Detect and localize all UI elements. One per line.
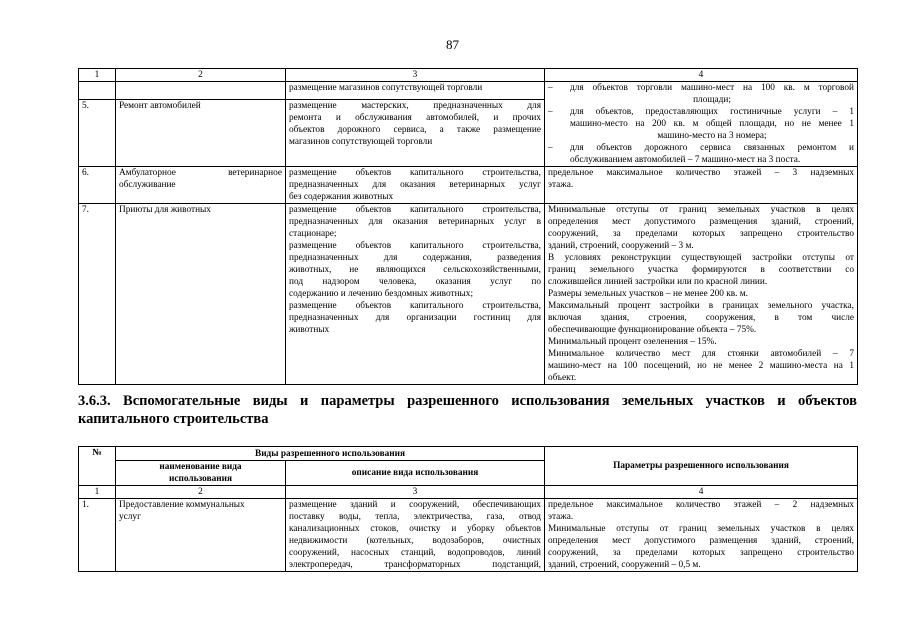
col-number: 2 (116, 69, 286, 82)
text-line: Минимальное количество мест для стоянки автомобилей – 7 (548, 349, 854, 359)
col-number: 2 (116, 486, 286, 499)
header-params-cell: Параметры разрешенного использования (545, 447, 858, 486)
text-line: стационаре; (289, 229, 337, 239)
text-line: сооружений, насосных станций, водопроводов, линий (289, 548, 542, 558)
row-number-cell: 1. (79, 499, 116, 572)
dash-marker: – (548, 107, 553, 117)
text-line: без содержания животных (289, 192, 394, 202)
text-line: В условиях реконструкции существующей застройки отступы от (548, 253, 854, 263)
text-line: размещение объектов капитального строительства, (289, 205, 541, 215)
use-description-cell (286, 82, 545, 100)
text-line: Минимальные отступы от границ земельных участков в целях (548, 524, 855, 534)
col-number: 1 (79, 486, 116, 499)
use-description-cell (286, 167, 545, 204)
table-row (79, 499, 858, 572)
text-line: Минимальные отступы от границ земельных участков в целях (548, 205, 854, 215)
text-line: использования (168, 474, 232, 484)
text-line: под надзором человека, оказания услуг по (289, 277, 541, 287)
text-line: сооружений, за пределами которых запрещено строительство (548, 229, 854, 239)
use-parameters-cell (545, 204, 858, 385)
text-line: Предоставление коммунальных (119, 500, 245, 510)
text-line: ремонта и обслуживания автомобилей, и прочих (289, 112, 541, 123)
use-name-cell: Ремонт автомобилей (116, 99, 286, 166)
text-line: недвижимости (котельных, водозаборов, очистных (289, 536, 542, 546)
text-line: размещение объектов капитального строительства, (289, 241, 541, 251)
use-parameters-cell (545, 167, 858, 204)
text-line: электропередач, трансформаторных подстанций, (289, 560, 542, 570)
text-line: определения мест допустимого размещения зданий, строений, (548, 217, 854, 227)
text-line: предназначенных для оказания ветеринарных услуг в (289, 217, 541, 227)
col-number: 4 (545, 69, 858, 82)
text-line: размещение объектов капитального строительства, (289, 301, 541, 311)
table-row (79, 82, 858, 100)
dash-marker: – (548, 143, 553, 153)
header-group-cell: Виды разрешенного использования (116, 447, 545, 461)
text-line: услуг (119, 512, 141, 522)
text-line: сооружений, за пределами которых запрещено строительство (548, 548, 855, 558)
text-line: Минимальный процент озеленения – 15%. (548, 337, 717, 347)
use-description-cell (286, 499, 545, 572)
param-list-item (548, 82, 854, 106)
text-line: зданий, строений, сооружений – 0,5 м. (548, 560, 701, 570)
use-parameters-cell (545, 82, 858, 167)
text-line: предназначенных для оказания ветеринарных услуг (289, 180, 541, 190)
col-number: 4 (545, 486, 858, 499)
text-line: Размеры земельных участков – не менее 200 кв. м. (548, 289, 748, 299)
param-list-item (548, 106, 854, 142)
text-line: животных (289, 325, 330, 335)
text-line: этажа. (548, 512, 574, 522)
text-line: этажа. (548, 180, 574, 190)
col-number: 1 (79, 69, 116, 82)
row-number-cell (79, 82, 116, 100)
table-row (79, 204, 858, 385)
column-number-row (79, 486, 858, 499)
use-description-cell (286, 99, 545, 166)
dash-marker: – (548, 83, 553, 93)
text-line: для объектов торговли машино-мест на 100 кв. м торговой (570, 83, 854, 93)
text-line: обеспечивающие функционирование объекта – 75%. (548, 325, 757, 335)
row-number-cell: 6. (79, 167, 116, 204)
text-line: машино-мест на 100 посещений, но не менее 2 машино-места на 1 (548, 361, 854, 371)
text-line: для объектов, предоставляющих гостиничные услуги – 1 (570, 107, 854, 117)
use-name-cell (116, 499, 286, 572)
auxiliary-use-table (78, 446, 858, 572)
use-name-cell (116, 82, 286, 100)
text-line: определения мест допустимого размещения зданий, строений, (548, 536, 855, 546)
text-line: наименование вида (159, 462, 242, 472)
text-line: Максимальный процент застройки в границах земельного участка, (548, 301, 854, 311)
text-line: поставку воды, тепла, электричества, газа, отвод (289, 512, 542, 522)
section-heading-line: капитального строительства (78, 411, 269, 427)
use-description-cell (286, 204, 545, 385)
section-heading-line: 3.6.3. Вспомогательные виды и параметры разрешенного использования земельных участков и объектов (78, 393, 857, 409)
text-line: сложившейся линией застройки или по красной линии. (548, 277, 768, 287)
text-line: предназначенных для содержания, разведения (289, 253, 541, 263)
text-line: размещение объектов капитального строительства, (289, 168, 541, 178)
text-line: предельное максимальное количество этажей – 2 надземных (548, 500, 855, 510)
row-number-cell: 7. (79, 204, 116, 385)
use-parameters-cell (545, 499, 858, 572)
table-row (79, 167, 858, 204)
text-line: границ земельного участка формируются в соответствии со (548, 265, 854, 275)
column-number-row (79, 69, 858, 82)
page-number: 87 (446, 37, 459, 52)
header-number-cell: № (79, 447, 116, 486)
text-line: обслуживанием автомобилей – 7 машино-мест на 3 поста. (570, 155, 801, 165)
use-name-cell (116, 167, 286, 204)
text-line: содержанию и лечению бездомных животных; (289, 289, 474, 299)
text-line: предназначенных для организации гостиниц для (289, 313, 541, 323)
col-number: 3 (286, 486, 545, 499)
text-line: Амбулаторное ветеринарное (119, 168, 282, 178)
row-number-cell: 5. (79, 99, 116, 166)
text-line: машино-место на 3 номера; (657, 131, 767, 141)
text-line: зданий, строений, сооружений – 3 м. (548, 241, 694, 251)
text-line: предельное максимальное количество этажей – 3 надземных (548, 168, 854, 178)
text-line: для объектов дорожного сервиса связанных ремонтом и (570, 143, 854, 153)
text-line: объектов дорожного сервиса, а также размещение (289, 124, 541, 135)
text-line: объект. (548, 373, 577, 383)
text-line: канализационных стоков, очистку и уборку объектов (289, 524, 542, 534)
table-header-row (79, 447, 858, 461)
section-heading (78, 392, 857, 428)
permitted-use-table-continued (78, 68, 858, 385)
text-line: животных, не являющихся сельскохозяйственными, (289, 265, 541, 275)
param-list-item (548, 142, 854, 166)
use-name-cell: Приюты для животных (116, 204, 286, 385)
text-line: обслуживание (119, 180, 176, 190)
text-line: магазинов сопутствующей торговли (289, 136, 433, 147)
text-line: размещение магазинов сопутствующей торговли (289, 83, 483, 93)
text-line: площади; (693, 95, 731, 105)
text-line: размещение зданий и сооружений, обеспечивающих (289, 500, 542, 510)
header-description-cell: описание вида использования (286, 461, 545, 486)
header-name-cell (116, 461, 286, 486)
col-number: 3 (286, 69, 545, 82)
text-line: включая здания, строения, сооружения, в том числе (548, 313, 854, 323)
text-line: размещение мастерских, предназначенных для (289, 100, 541, 111)
text-line: машино-место на 200 кв. м общей площади, но не менее 1 (570, 119, 854, 129)
